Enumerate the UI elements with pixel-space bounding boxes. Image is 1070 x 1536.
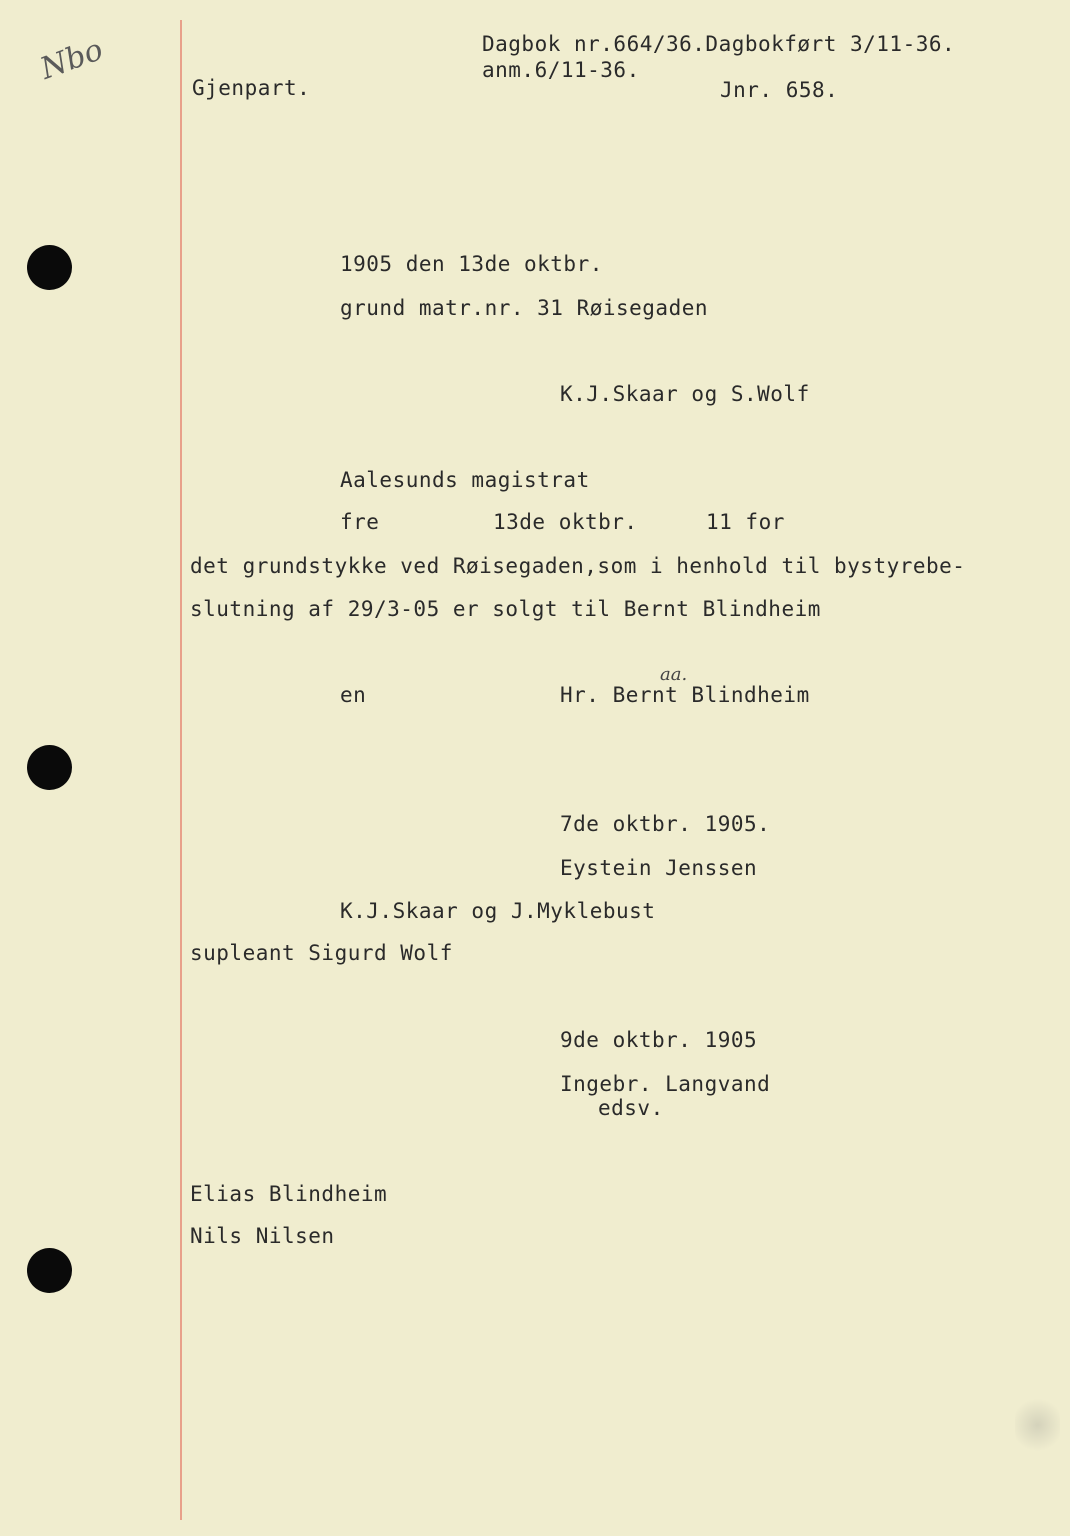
fre-for: 11 for — [706, 510, 785, 534]
parties-line: K.J.Skaar og S.Wolf — [560, 382, 810, 406]
en-word: en — [340, 683, 367, 707]
buyer-line: Hr. Bernt Blindheim — [560, 683, 810, 707]
anm-line: anm.6/11-36. — [482, 58, 640, 82]
text-line-7: slutning af 29/3-05 er solgt til Bernt Blindheim — [190, 597, 821, 621]
fre-date: 13de oktbr. — [493, 510, 638, 534]
signers-skaar-myklebust: K.J.Skaar og J.Myklebust — [340, 899, 656, 923]
jnr-label: Jnr. 658. — [720, 78, 839, 102]
signer-nils: Nils Nilsen — [190, 1224, 335, 1248]
punch-hole-middle — [27, 745, 72, 790]
date-line: 1905 den 13de oktbr. — [340, 252, 603, 276]
handwritten-initials: Nbo — [35, 32, 108, 87]
margin-line — [180, 20, 182, 1520]
handwritten-correction: aa. — [660, 664, 688, 685]
edsv-label: edsv. — [598, 1096, 664, 1120]
signer-langvand: Ingebr. Langvand — [560, 1072, 771, 1096]
date-line-2: 7de oktbr. 1905. — [560, 812, 771, 836]
punch-hole-top — [27, 245, 72, 290]
text-line-6: det grundstykke ved Røisegaden,som i henhold til bystyrebe- — [190, 554, 966, 578]
fre-word: fre — [340, 510, 380, 534]
gjenpart-label: Gjenpart. — [192, 76, 311, 100]
dagbok-line: Dagbok nr.664/36.Dagbokført 3/11-36. — [482, 32, 956, 56]
punch-hole-bottom — [27, 1248, 72, 1293]
paper-stain — [1015, 1395, 1060, 1455]
property-line: grund matr.nr. 31 Røisegaden — [340, 296, 709, 320]
date-line-3: 9de oktbr. 1905 — [560, 1028, 758, 1052]
supleant-line: supleant Sigurd Wolf — [190, 941, 453, 965]
signer-elias: Elias Blindheim — [190, 1182, 388, 1206]
magistrat-line: Aalesunds magistrat — [340, 468, 590, 492]
signer-eystein: Eystein Jenssen — [560, 856, 758, 880]
